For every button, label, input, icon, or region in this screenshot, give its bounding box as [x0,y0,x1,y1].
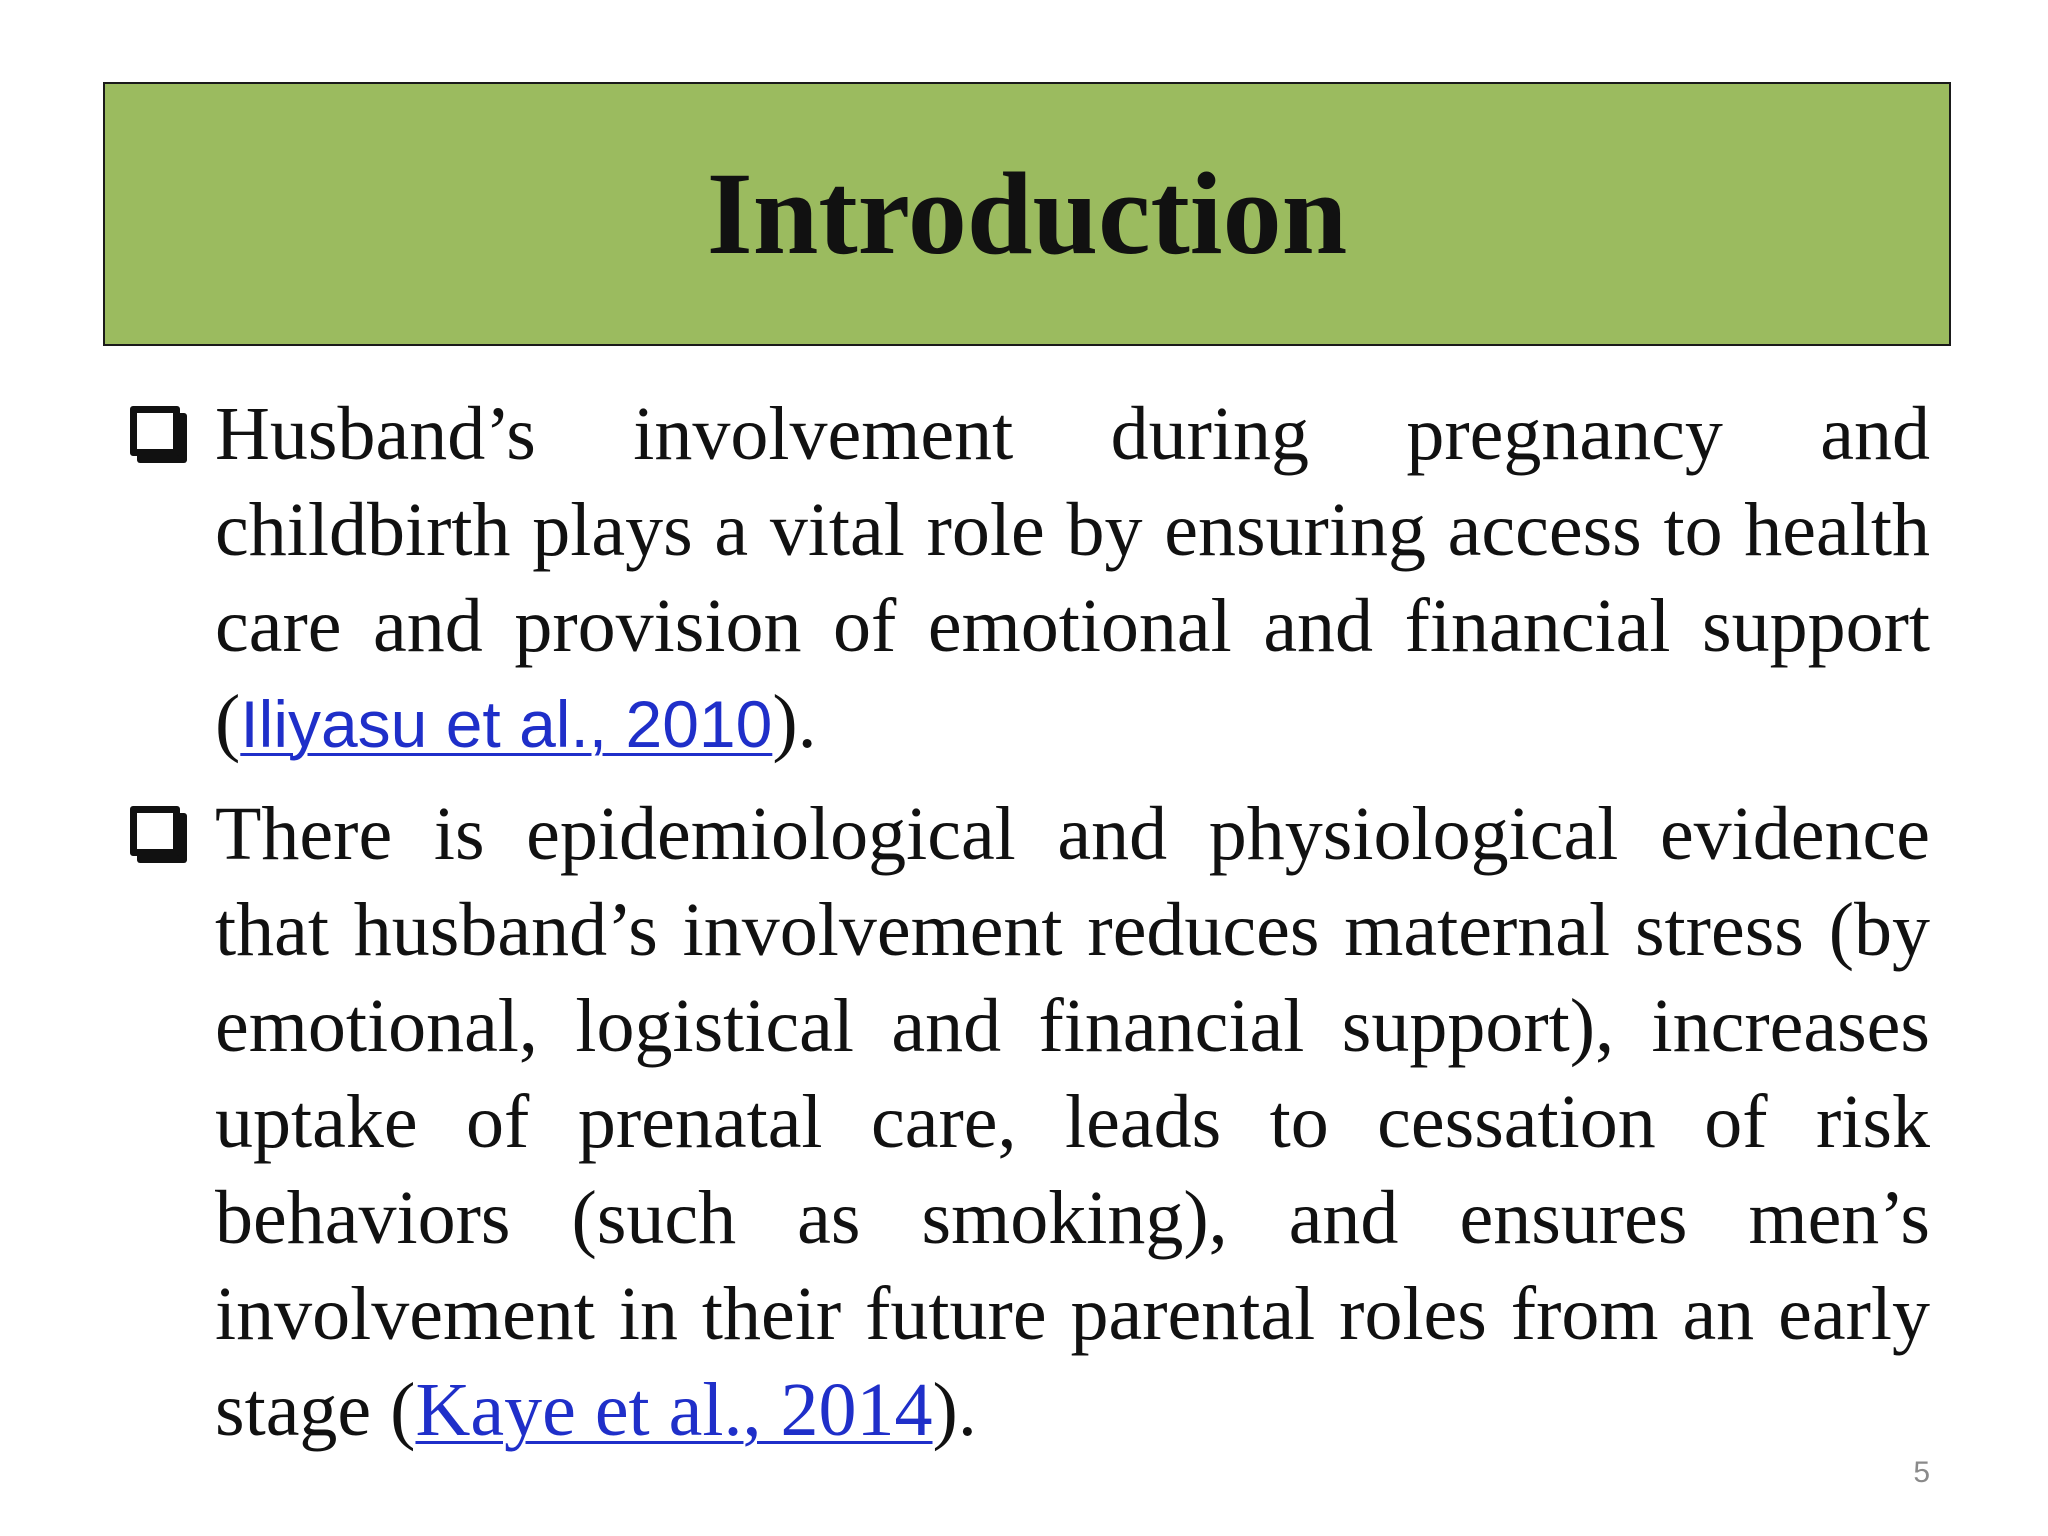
bullet-item [130,386,1930,772]
title-box [103,82,1951,346]
citation-link-kaye[interactable]: Kaye et al., 2014 [415,1368,933,1452]
bullet-text: Husband’s involvement during pregnancy and childbirth plays a vital role by ensuring access to health care and provision of emotional and financial support ( [215,392,1930,764]
bullet-text-end: ). [932,1368,977,1452]
bullet-text: There is epidemiological and physiological evidence that husband’s involvement reduces maternal stress (by emotional, logistical and financial support), increases uptake of prenatal care, leads to cessation of risk behaviors (such as smoking), and ensures men’s involvement in their future parental roles from an early stage ( [215,792,1930,1452]
citation-link-iliyasu[interactable]: Iliyasu et al., 2010 [240,687,773,761]
checkbox-icon [130,806,180,856]
bullet-text-end: ). [772,680,817,764]
bullet-item [130,786,1930,1458]
checkbox-icon [130,406,180,456]
bullet-list [130,386,1930,1472]
slide-title: Introduction [706,148,1348,279]
slide-number: 5 [1913,1456,1930,1489]
